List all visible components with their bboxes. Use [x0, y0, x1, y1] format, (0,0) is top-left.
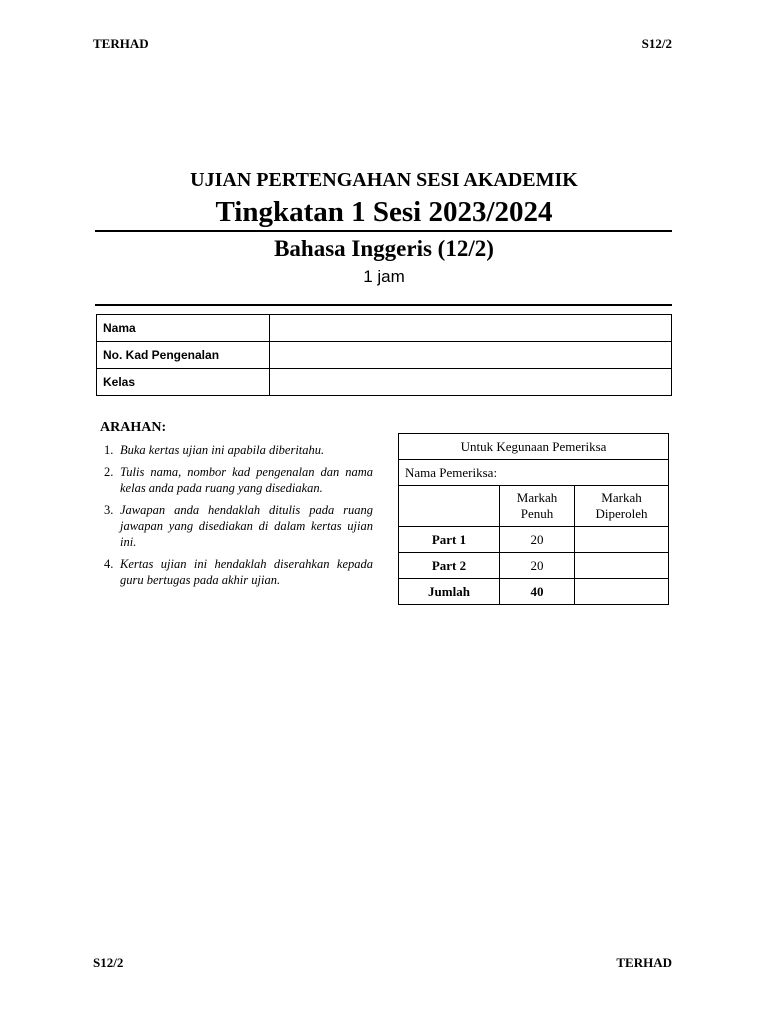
instruction-text: Kertas ujian ini hendaklah diserahkan kepada guru bertugas pada akhir ujian.: [120, 557, 373, 587]
instruction-item: [100, 442, 373, 458]
full-marks-header: Markah Penuh: [500, 486, 575, 527]
instruction-number: 4.: [104, 557, 114, 571]
examiner-name-row: [399, 460, 669, 486]
exam-duration: 1 jam: [363, 267, 405, 286]
info-row-ic: [97, 342, 672, 369]
instruction-text: Buka kertas ujian ini apabila diberitahu.: [120, 443, 325, 457]
part-label: Part 1: [399, 527, 500, 553]
name-field[interactable]: [270, 315, 672, 342]
info-row-class: [97, 369, 672, 396]
examiner-table-header-row: [399, 486, 669, 527]
footer-paper-code: S12/2: [93, 955, 124, 970]
marks-row-part-1: [399, 527, 669, 553]
exam-title: UJIAN PERTENGAHAN SESI AKADEMIK: [190, 169, 578, 191]
instruction-text: Jawapan anda hendaklah ditulis pada ruang jawapan yang disediakan di dalam kertas ujian ini.: [120, 503, 373, 549]
instruction-item: [100, 464, 373, 496]
info-row-name: [97, 315, 672, 342]
instruction-number: 1.: [104, 443, 114, 457]
divider: [95, 230, 672, 232]
instruction-item: [100, 556, 373, 588]
examiner-name-label: Nama Pemeriksa:: [399, 460, 669, 486]
examiner-table-title-row: [399, 434, 669, 460]
exam-form-session: Tingkatan 1 Sesi 2023/2024: [215, 196, 553, 228]
instruction-number: 2.: [104, 465, 114, 479]
examiner-table-title: Untuk Kegunaan Pemeriksa: [399, 434, 669, 460]
total-obtained-marks-field[interactable]: [575, 579, 669, 605]
full-marks-value: 20: [500, 527, 575, 553]
full-marks-value: 20: [500, 553, 575, 579]
header-left-label: TERHAD: [93, 36, 149, 51]
examiner-table: [398, 433, 669, 605]
total-label: Jumlah: [399, 579, 500, 605]
subject-title: Bahasa Inggeris (12/2): [274, 236, 494, 261]
info-label: Kelas: [97, 369, 270, 396]
info-label: No. Kad Pengenalan: [97, 342, 270, 369]
instruction-number: 3.: [104, 503, 114, 517]
instruction-item: [100, 502, 373, 550]
marks-row-part-2: [399, 553, 669, 579]
ic-number-field[interactable]: [270, 342, 672, 369]
instruction-text: Tulis nama, nombor kad pengenalan dan nama kelas anda pada ruang yang disediakan.: [120, 465, 373, 495]
instructions-title: ARAHAN:: [100, 420, 167, 435]
obtained-marks-field[interactable]: [575, 527, 669, 553]
candidate-info-table: [96, 314, 672, 396]
total-full-marks-value: 40: [500, 579, 575, 605]
empty-header-cell: [399, 486, 500, 527]
part-label: Part 2: [399, 553, 500, 579]
class-field[interactable]: [270, 369, 672, 396]
obtained-marks-field[interactable]: [575, 553, 669, 579]
marks-row-total: [399, 579, 669, 605]
obtained-marks-header: Markah Diperoleh: [575, 486, 669, 527]
footer-right-label: TERHAD: [616, 955, 672, 970]
divider: [95, 304, 672, 306]
header-paper-code: S12/2: [641, 36, 672, 51]
instructions-section: [100, 420, 373, 594]
info-label: Nama: [97, 315, 270, 342]
